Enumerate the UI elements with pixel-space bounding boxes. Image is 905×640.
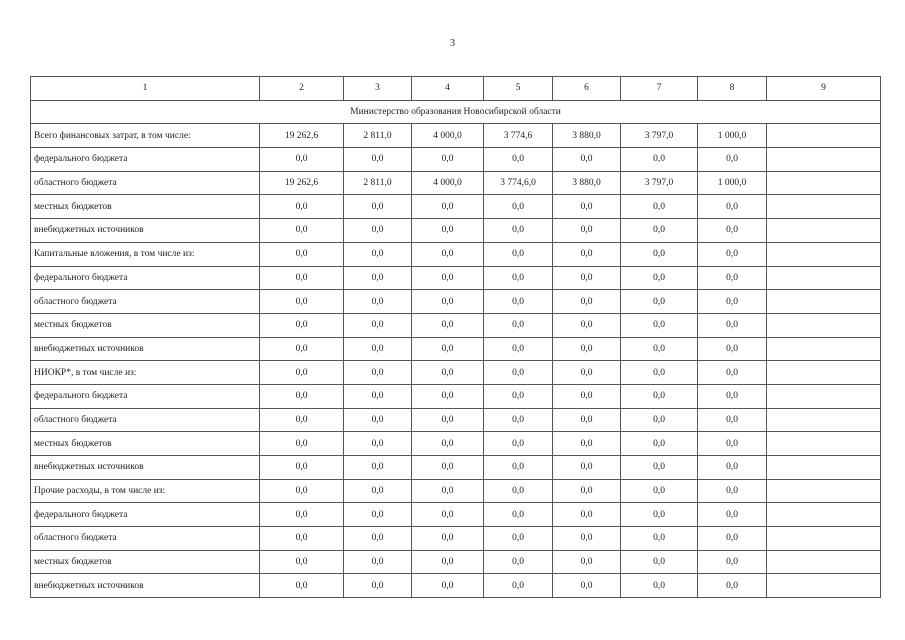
row-label: областного бюджета: [31, 290, 260, 314]
table-row: [31, 479, 881, 503]
table-cell: 0,0: [260, 503, 344, 527]
table-cell: [767, 550, 881, 574]
table-cell: 0,0: [553, 408, 621, 432]
table-cell: 0,0: [553, 195, 621, 219]
table-cell: 0,0: [621, 290, 698, 314]
row-label: внебюджетных источников: [31, 456, 260, 480]
table-cell: 0,0: [698, 266, 767, 290]
table-cell: 0,0: [260, 290, 344, 314]
table-cell: 0,0: [344, 574, 412, 598]
table-row: [31, 408, 881, 432]
table-cell: 0,0: [553, 313, 621, 337]
row-label: местных бюджетов: [31, 195, 260, 219]
table-cell: 2 811,0: [344, 124, 412, 148]
table-cell: 0,0: [484, 148, 553, 172]
table-cell: 0,0: [698, 550, 767, 574]
table-cell: 0,0: [260, 550, 344, 574]
table-cell: 0,0: [344, 432, 412, 456]
table-row: [31, 550, 881, 574]
page-number: 3: [450, 38, 455, 49]
table-cell: 0,0: [260, 432, 344, 456]
table-cell: 0,0: [260, 337, 344, 361]
table-cell: 0,0: [412, 266, 484, 290]
row-label: внебюджетных источников: [31, 574, 260, 598]
table-cell: 0,0: [621, 266, 698, 290]
table-cell: 0,0: [553, 148, 621, 172]
table-cell: 0,0: [260, 148, 344, 172]
table-cell: 3 797,0: [621, 124, 698, 148]
table-cell: 0,0: [553, 527, 621, 551]
column-header: 3: [344, 77, 412, 101]
table-cell: 0,0: [484, 219, 553, 243]
table-cell: 0,0: [344, 408, 412, 432]
table-cell: 0,0: [484, 408, 553, 432]
table-cell: 0,0: [484, 574, 553, 598]
table-row: [31, 361, 881, 385]
table-cell: 0,0: [412, 479, 484, 503]
row-label: Всего финансовых затрат, в том числе:: [31, 124, 260, 148]
table-cell: 0,0: [621, 432, 698, 456]
table-cell: 3 774,6,0: [484, 171, 553, 195]
table-cell: 0,0: [621, 337, 698, 361]
table-cell: [767, 219, 881, 243]
row-label: местных бюджетов: [31, 432, 260, 456]
column-header: 8: [698, 77, 767, 101]
table-cell: [767, 408, 881, 432]
table-cell: 0,0: [553, 550, 621, 574]
table-row: [31, 313, 881, 337]
table-cell: 0,0: [344, 479, 412, 503]
section-row: [31, 100, 881, 124]
column-header: 7: [621, 77, 698, 101]
table-cell: 0,0: [621, 527, 698, 551]
table-row: [31, 171, 881, 195]
table-row: [31, 503, 881, 527]
table-cell: 0,0: [553, 361, 621, 385]
table-cell: 0,0: [698, 195, 767, 219]
table-cell: 0,0: [698, 313, 767, 337]
table-cell: 0,0: [412, 456, 484, 480]
table-cell: 2 811,0: [344, 171, 412, 195]
section-title: Министерство образования Новосибирской области: [31, 100, 881, 124]
table-cell: 0,0: [412, 550, 484, 574]
table-cell: 0,0: [484, 550, 553, 574]
column-header: 1: [31, 77, 260, 101]
table-cell: 0,0: [698, 503, 767, 527]
table-cell: 0,0: [484, 361, 553, 385]
table-cell: [767, 384, 881, 408]
table-cell: 4 000,0: [412, 124, 484, 148]
table-cell: 0,0: [344, 219, 412, 243]
table-row: [31, 219, 881, 243]
table-cell: 0,0: [412, 384, 484, 408]
table-cell: 0,0: [484, 195, 553, 219]
row-label: федерального бюджета: [31, 266, 260, 290]
table-cell: [767, 148, 881, 172]
table-cell: 0,0: [621, 574, 698, 598]
table-cell: 0,0: [698, 148, 767, 172]
row-label: местных бюджетов: [31, 313, 260, 337]
table-cell: 0,0: [621, 195, 698, 219]
row-label: Прочие расходы, в том числе из:: [31, 479, 260, 503]
table-cell: 0,0: [698, 384, 767, 408]
table-cell: 0,0: [412, 574, 484, 598]
table-cell: 0,0: [698, 527, 767, 551]
table-cell: [767, 361, 881, 385]
table-cell: 3 880,0: [553, 171, 621, 195]
table-cell: 0,0: [553, 503, 621, 527]
table-cell: 19 262,6: [260, 171, 344, 195]
table-cell: 0,0: [621, 242, 698, 266]
table-row: [31, 124, 881, 148]
table-cell: 0,0: [412, 337, 484, 361]
table-cell: 3 880,0: [553, 124, 621, 148]
table-cell: 0,0: [484, 313, 553, 337]
table-row: [31, 527, 881, 551]
row-label: НИОКР*, в том числе из:: [31, 361, 260, 385]
table-cell: 0,0: [698, 408, 767, 432]
table-row: [31, 337, 881, 361]
table-cell: 0,0: [412, 219, 484, 243]
table-cell: 0,0: [344, 313, 412, 337]
table-cell: 0,0: [621, 503, 698, 527]
table-cell: [767, 574, 881, 598]
table-cell: 0,0: [344, 242, 412, 266]
table-cell: 0,0: [484, 242, 553, 266]
table-cell: 0,0: [412, 527, 484, 551]
table-cell: 0,0: [553, 574, 621, 598]
table-cell: [767, 124, 881, 148]
table-cell: 0,0: [621, 408, 698, 432]
row-label: областного бюджета: [31, 171, 260, 195]
table-cell: 0,0: [344, 195, 412, 219]
table-cell: [767, 456, 881, 480]
table-cell: 0,0: [344, 503, 412, 527]
table-row: [31, 242, 881, 266]
table-cell: 0,0: [260, 456, 344, 480]
row-label: федерального бюджета: [31, 384, 260, 408]
financing-table: [30, 76, 881, 598]
column-header: 4: [412, 77, 484, 101]
table-cell: 0,0: [553, 384, 621, 408]
table-cell: [767, 527, 881, 551]
table-cell: 0,0: [698, 574, 767, 598]
table-cell: 0,0: [344, 337, 412, 361]
table-cell: [767, 313, 881, 337]
table-cell: 0,0: [553, 432, 621, 456]
table-row: [31, 432, 881, 456]
table-cell: 0,0: [484, 479, 553, 503]
row-label: внебюджетных источников: [31, 219, 260, 243]
table-cell: 0,0: [260, 527, 344, 551]
table-cell: 0,0: [553, 456, 621, 480]
table-cell: [767, 195, 881, 219]
table-cell: 3 774,6: [484, 124, 553, 148]
table-cell: 0,0: [553, 337, 621, 361]
table-cell: 0,0: [344, 361, 412, 385]
table-cell: 0,0: [484, 290, 553, 314]
table-cell: [767, 266, 881, 290]
table-cell: 0,0: [260, 219, 344, 243]
table-cell: 0,0: [621, 550, 698, 574]
table-cell: [767, 432, 881, 456]
row-label: федерального бюджета: [31, 148, 260, 172]
header-row: [31, 77, 881, 101]
table-cell: 3 797,0: [621, 171, 698, 195]
table-cell: 4 000,0: [412, 171, 484, 195]
table-cell: 0,0: [344, 384, 412, 408]
row-label: федерального бюджета: [31, 503, 260, 527]
column-header: 9: [767, 77, 881, 101]
table-cell: 0,0: [484, 337, 553, 361]
column-header: 2: [260, 77, 344, 101]
table-cell: 0,0: [260, 266, 344, 290]
table-cell: 0,0: [412, 408, 484, 432]
table-cell: 0,0: [621, 219, 698, 243]
table-cell: 0,0: [412, 361, 484, 385]
table-cell: 0,0: [553, 290, 621, 314]
table-cell: 0,0: [621, 384, 698, 408]
table-cell: 0,0: [553, 242, 621, 266]
table-cell: 0,0: [698, 337, 767, 361]
table-cell: 0,0: [344, 456, 412, 480]
table-cell: 0,0: [698, 432, 767, 456]
table-cell: 0,0: [412, 195, 484, 219]
row-label: областного бюджета: [31, 527, 260, 551]
table-cell: 0,0: [621, 479, 698, 503]
table-cell: 0,0: [412, 148, 484, 172]
table-cell: 0,0: [412, 432, 484, 456]
table-cell: 0,0: [484, 527, 553, 551]
table-cell: [767, 479, 881, 503]
table-cell: 0,0: [260, 242, 344, 266]
table-cell: 0,0: [553, 479, 621, 503]
table-row: [31, 195, 881, 219]
table-cell: 0,0: [344, 290, 412, 314]
table-cell: 0,0: [344, 266, 412, 290]
table-cell: 1 000,0: [698, 171, 767, 195]
table-cell: 0,0: [412, 503, 484, 527]
table-cell: 0,0: [698, 219, 767, 243]
table-cell: 0,0: [698, 361, 767, 385]
table-row: [31, 456, 881, 480]
row-label: Капитальные вложения, в том числе из:: [31, 242, 260, 266]
table-cell: 0,0: [260, 195, 344, 219]
table-cell: 0,0: [484, 266, 553, 290]
table-cell: 0,0: [412, 242, 484, 266]
column-header: 6: [553, 77, 621, 101]
table-cell: 0,0: [484, 432, 553, 456]
table-cell: 0,0: [344, 550, 412, 574]
column-header: 5: [484, 77, 553, 101]
table-cell: 0,0: [698, 290, 767, 314]
table-row: [31, 574, 881, 598]
table-cell: 0,0: [621, 148, 698, 172]
table-cell: [767, 242, 881, 266]
table-cell: [767, 290, 881, 314]
table-row: [31, 148, 881, 172]
row-label: местных бюджетов: [31, 550, 260, 574]
table-cell: [767, 171, 881, 195]
table-cell: 0,0: [553, 219, 621, 243]
table-cell: 0,0: [698, 242, 767, 266]
table-row: [31, 290, 881, 314]
table-cell: 0,0: [260, 361, 344, 385]
table-cell: 0,0: [621, 313, 698, 337]
table-cell: 0,0: [260, 313, 344, 337]
table-cell: 0,0: [484, 456, 553, 480]
table-cell: 0,0: [553, 266, 621, 290]
table-cell: 0,0: [698, 479, 767, 503]
table-cell: 0,0: [260, 479, 344, 503]
row-label: областного бюджета: [31, 408, 260, 432]
table-cell: 0,0: [344, 527, 412, 551]
table-cell: 0,0: [621, 456, 698, 480]
table-cell: 0,0: [484, 503, 553, 527]
table-cell: 0,0: [260, 384, 344, 408]
table-cell: 0,0: [698, 456, 767, 480]
table-cell: 0,0: [412, 313, 484, 337]
table-cell: 0,0: [484, 384, 553, 408]
table-cell: 0,0: [344, 148, 412, 172]
table-cell: [767, 503, 881, 527]
table-row: [31, 266, 881, 290]
table-row: [31, 384, 881, 408]
table-cell: 0,0: [621, 361, 698, 385]
row-label: внебюджетных источников: [31, 337, 260, 361]
table-cell: 0,0: [412, 290, 484, 314]
table-cell: 1 000,0: [698, 124, 767, 148]
table-cell: [767, 337, 881, 361]
table-cell: 19 262,6: [260, 124, 344, 148]
table-cell: 0,0: [260, 408, 344, 432]
table-cell: 0,0: [260, 574, 344, 598]
